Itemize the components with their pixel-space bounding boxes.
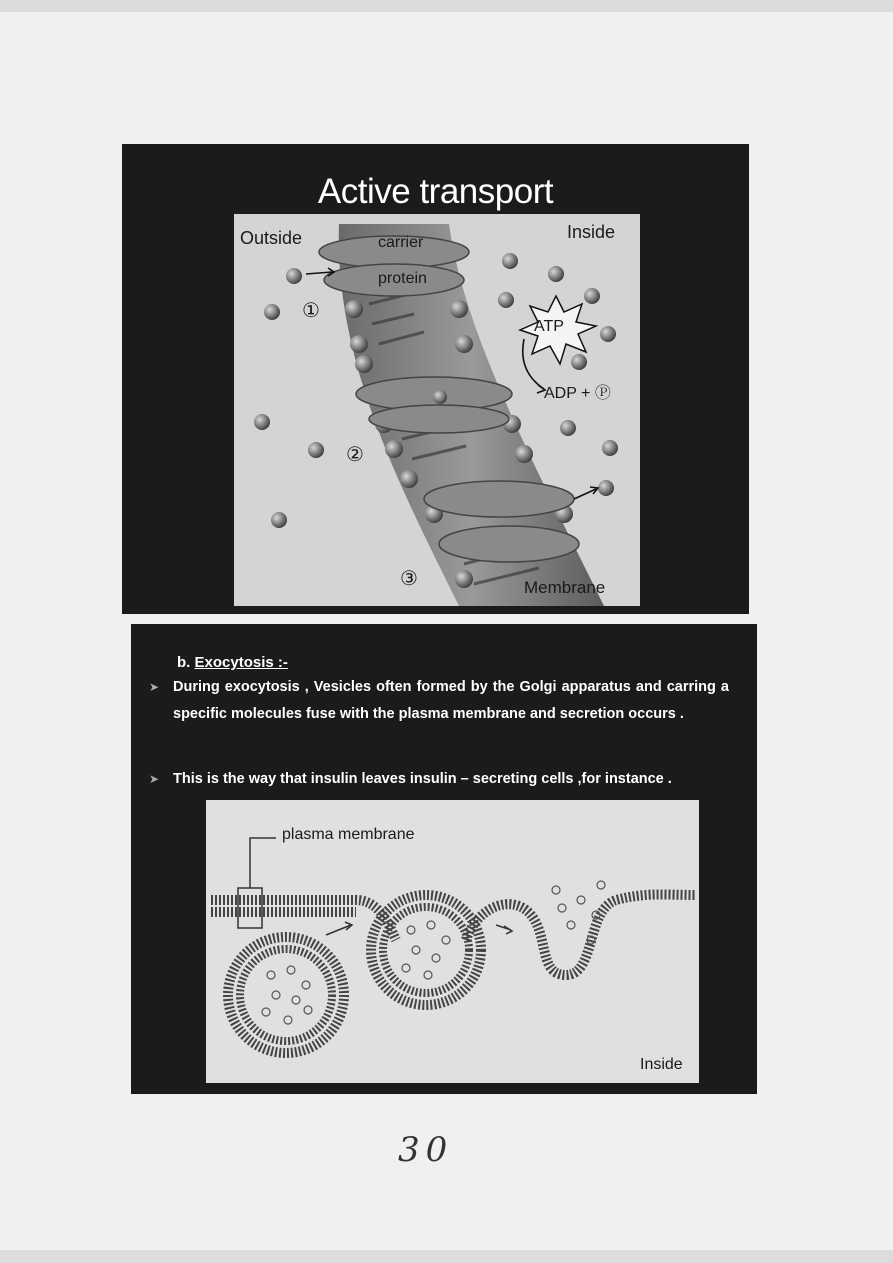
heading-text: Exocytosis :- [194,654,288,671]
document-page [0,12,893,1250]
bullet-text: During exocytosis , Vesicles often formed by the Golgi apparatus and carring a specific molecules fuse with the plasma membrane and secretion occurs . [173,679,729,722]
step-3-label: ③ [400,568,418,590]
inside-label: Inside [567,222,616,242]
carrier-label: carrier [378,234,424,251]
exocytosis-figure [206,800,699,1083]
page-number: 30 [398,1130,454,1170]
bullet-arrow-icon: ➤ [149,680,160,694]
exocytosis-illustration [206,800,699,1083]
active-transport-slide [122,144,749,614]
membrane-label: Membrane [524,578,606,597]
bullet-item [149,766,729,793]
adp-label: ADP + Ⓟ [544,385,611,402]
slide-title: Active transport [317,172,554,211]
outside-label: Outside [240,228,303,248]
atp-label: ATP [534,318,564,335]
step-2-label: ② [346,444,364,466]
membrane-illustration [234,214,640,606]
bullet-text: This is the way that insulin leaves insulin – secreting cells ,for instance . [173,771,672,787]
heading-prefix: b. [177,654,191,671]
exocytosis-heading [177,654,288,671]
plasma-membrane-label: plasma membrane [282,826,415,843]
step-1-label: ① [302,300,320,322]
bullet-item [149,674,729,728]
inside-label: Inside [640,1056,683,1073]
exocytosis-slide [131,624,757,1094]
bullet-arrow-icon: ➤ [149,772,160,786]
protein-label: protein [378,270,427,287]
active-transport-figure [234,214,640,606]
